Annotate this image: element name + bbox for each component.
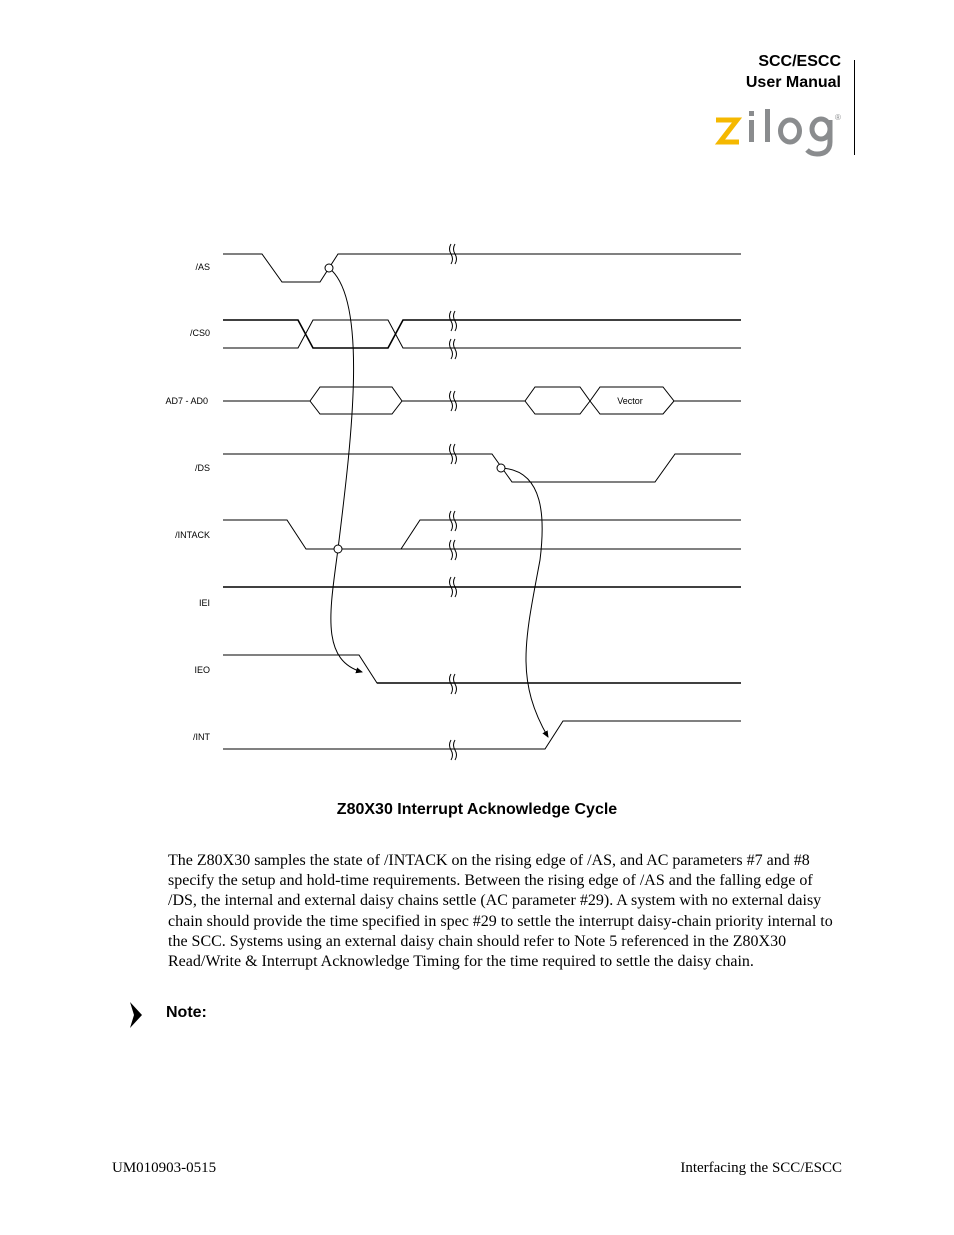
intack-sample-marker: [334, 545, 342, 553]
ds-fall-marker: [497, 464, 505, 472]
footer-doc-number: UM010903-0515: [112, 1160, 217, 1176]
note-label: Note:: [166, 1004, 207, 1021]
signal-label-int: /INT: [193, 732, 210, 742]
manual-title-line2: User Manual: [745, 74, 841, 91]
ad-bus-waveform: [223, 387, 741, 414]
note-arrow-icon: [129, 1002, 143, 1028]
cs0-waveform: [223, 320, 741, 348]
vector-label: Vector: [617, 396, 643, 406]
signal-label-cs0: /CS0: [189, 328, 210, 338]
as-waveform: [223, 254, 741, 282]
figure-caption: Z80X30 Interrupt Acknowledge Cycle: [336, 801, 618, 818]
signal-label-as: /AS: [195, 262, 210, 272]
ds-waveform: [223, 454, 741, 482]
signal-label-ds: /DS: [194, 463, 210, 473]
int-waveform: [223, 721, 741, 749]
as-rise-marker: [325, 264, 333, 272]
causality-arrows: [329, 268, 548, 737]
ieo-waveform: [223, 655, 741, 683]
signal-label-iei: IEI: [198, 598, 210, 608]
signal-label-intack: /INTACK: [175, 530, 210, 540]
manual-title-line1: SCC/ESCC: [758, 53, 841, 70]
signal-label-ieo: IEO: [194, 665, 210, 675]
body-paragraph: The Z80X30 samples the state of /INTACK on the rising edge of /AS, and AC parameters #7 and #8 specify the setup and hold-time requirements. Between the rising edge of /AS and the falling edge of /DS, the internal and external daisy chains settle (AC parameter #29). A system with no external daisy chain should provide the time specified in spec #29 to settle the interrupt daisy-chain priority internal to the SCC. Systems using an external daisy chain should refer to Note 5 referenced in the Z80X30 Read/Write & Interrupt Acknowledge Timing for the time required to settle the daisy chain.: [168, 852, 833, 971]
signal-label-ad: AD7 - AD0: [165, 396, 208, 406]
logo-registered-mark: ®: [835, 113, 841, 122]
footer-section-title: Interfacing the SCC/ESCC: [680, 1160, 842, 1176]
intack-waveform: [223, 520, 741, 549]
